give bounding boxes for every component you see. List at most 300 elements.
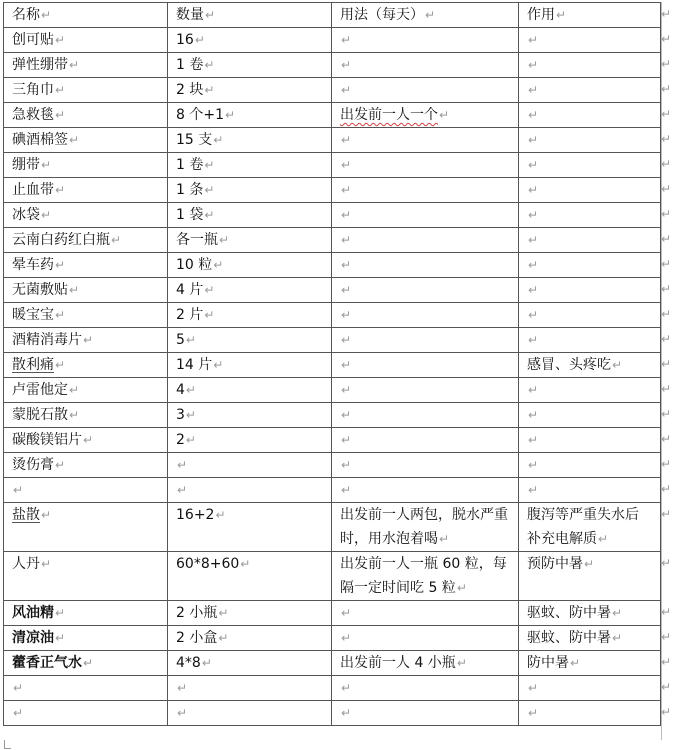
name-cell[interactable] (4, 203, 168, 228)
name-cell[interactable] (4, 303, 168, 328)
paragraph-mark-icon: ↵ (528, 233, 539, 247)
paragraph-mark-icon: ↵ (185, 408, 196, 422)
paragraph-mark-icon: ↵ (528, 706, 539, 720)
paragraph-mark-icon: ↵ (204, 158, 215, 172)
paragraph-mark-icon: ↵ (69, 283, 80, 297)
name-cell[interactable] (4, 178, 168, 203)
name-cell[interactable] (4, 478, 168, 503)
effect-cell[interactable] (519, 78, 661, 103)
usage-cell[interactable] (332, 278, 519, 303)
header-cell-text: 数量 (176, 7, 204, 23)
effect-cell[interactable] (519, 253, 661, 278)
effect-cell[interactable] (519, 303, 661, 328)
paragraph-mark-icon: ↵ (204, 283, 215, 297)
table-row (4, 601, 661, 626)
quantity-cell-text: 4 片 (176, 282, 204, 298)
name-cell[interactable] (4, 651, 168, 676)
name-cell-text: 云南白药红白瓶 (12, 232, 110, 248)
usage-cell[interactable] (332, 403, 519, 428)
quantity-cell-text: 1 卷 (176, 157, 204, 173)
table-row (4, 28, 661, 53)
quantity-cell[interactable] (168, 552, 332, 601)
paragraph-mark-icon: ↵ (528, 283, 539, 297)
name-cell-text: 暖宝宝 (12, 307, 54, 323)
quantity-cell[interactable] (168, 626, 332, 651)
name-cell[interactable] (4, 328, 168, 353)
paragraph-mark-icon: ↵ (425, 8, 436, 22)
name-cell[interactable] (4, 626, 168, 651)
paragraph-mark-icon: ↵ (341, 58, 352, 72)
paragraph-mark-icon: ↵ (528, 383, 539, 397)
name-cell-text: 碳酸镁铝片 (12, 432, 82, 448)
quantity-cell[interactable] (168, 601, 332, 626)
paragraph-mark-icon: ↵ (341, 133, 352, 147)
paragraph-mark-icon: ↵ (41, 508, 52, 522)
usage-cell[interactable] (332, 128, 519, 153)
row-end-mark-icon: ↵ (661, 82, 672, 96)
usage-cell[interactable] (332, 453, 519, 478)
quantity-cell-text: 60*8+60 (176, 556, 240, 572)
quantity-cell[interactable] (168, 503, 332, 552)
row-end-mark-icon: ↵ (661, 32, 672, 46)
row-end-mark-icon: ↵ (661, 257, 672, 271)
row-end-mark-icon: ↵ (661, 157, 672, 171)
name-cell-text: 卢雷他定 (12, 382, 68, 398)
table-row (4, 103, 661, 128)
quantity-cell-text: 4 (176, 382, 185, 398)
paragraph-mark-icon: ↵ (41, 208, 52, 222)
name-cell[interactable] (4, 353, 168, 378)
effect-cell-text: 防中暑 (527, 655, 569, 671)
usage-cell[interactable] (332, 178, 519, 203)
paragraph-mark-icon: ↵ (341, 681, 352, 695)
usage-cell[interactable] (332, 478, 519, 503)
effect-cell[interactable] (519, 128, 661, 153)
paragraph-mark-icon: ↵ (41, 158, 52, 172)
effect-cell[interactable] (519, 403, 661, 428)
name-cell-text: 风油精 (12, 605, 54, 621)
name-cell[interactable] (4, 228, 168, 253)
effect-cell[interactable] (519, 353, 661, 378)
paragraph-mark-icon: ↵ (341, 83, 352, 97)
effect-cell[interactable] (519, 278, 661, 303)
name-cell[interactable] (4, 453, 168, 478)
name-cell[interactable] (4, 403, 168, 428)
usage-cell[interactable] (332, 626, 519, 651)
table-row (4, 403, 661, 428)
quantity-cell-text: 1 卷 (176, 57, 204, 73)
table-row (4, 651, 661, 676)
paragraph-mark-icon: ↵ (341, 483, 352, 497)
paragraph-mark-icon: ↵ (598, 532, 609, 546)
quantity-cell-text: 10 粒 (176, 257, 213, 273)
name-cell-text: 蒙脱石散 (12, 407, 68, 423)
quantity-cell-text: 16 (176, 32, 194, 48)
table-row (4, 128, 661, 153)
name-cell[interactable] (4, 103, 168, 128)
paragraph-mark-icon: ↵ (528, 681, 539, 695)
paragraph-mark-icon: ↵ (201, 656, 212, 670)
paragraph-mark-icon: ↵ (225, 108, 236, 122)
usage-cell[interactable] (332, 203, 519, 228)
name-cell[interactable] (4, 552, 168, 601)
name-cell-text: 晕车药 (12, 257, 54, 273)
name-cell[interactable] (4, 503, 168, 552)
paragraph-mark-icon: ↵ (204, 58, 215, 72)
row-end-mark-icon: ↵ (661, 232, 672, 246)
paragraph-mark-icon: ↵ (69, 133, 80, 147)
paragraph-mark-icon: ↵ (341, 183, 352, 197)
usage-cell[interactable] (332, 503, 519, 552)
paragraph-mark-icon: ↵ (528, 433, 539, 447)
paragraph-mark-icon: ↵ (55, 183, 66, 197)
paragraph-mark-icon: ↵ (219, 233, 230, 247)
paragraph-mark-icon: ↵ (83, 333, 94, 347)
quantity-cell[interactable] (168, 128, 332, 153)
paragraph-mark-icon: ↵ (13, 681, 24, 695)
paragraph-mark-icon: ↵ (341, 158, 352, 172)
paragraph-mark-icon: ↵ (177, 458, 188, 472)
paragraph-mark-icon: ↵ (439, 108, 450, 122)
quantity-cell-text: 5 (176, 332, 185, 348)
quantity-cell[interactable] (168, 453, 332, 478)
table-row (4, 153, 661, 178)
table-row (4, 78, 661, 103)
name-cell[interactable] (4, 28, 168, 53)
table-row (4, 303, 661, 328)
paragraph-mark-icon: ↵ (528, 408, 539, 422)
usage-cell[interactable] (332, 28, 519, 53)
effect-cell[interactable] (519, 453, 661, 478)
usage-cell[interactable] (332, 552, 519, 601)
name-cell-text: 烫伤膏 (12, 457, 54, 473)
effect-cell[interactable] (519, 676, 661, 701)
row-end-mark-icon: ↵ (661, 7, 672, 21)
name-cell-text: 清凉油 (12, 630, 54, 646)
table-row (4, 428, 661, 453)
paragraph-mark-icon: ↵ (528, 133, 539, 147)
usage-cell[interactable] (332, 676, 519, 701)
paragraph-mark-icon: ↵ (41, 8, 52, 22)
usage-cell[interactable] (332, 153, 519, 178)
quantity-cell[interactable] (168, 378, 332, 403)
effect-cell[interactable] (519, 178, 661, 203)
paragraph-mark-icon: ↵ (528, 258, 539, 272)
usage-cell[interactable] (332, 601, 519, 626)
quantity-cell[interactable] (168, 353, 332, 378)
header-cell[interactable] (332, 3, 519, 28)
name-cell-text: 创可贴 (12, 32, 54, 48)
effect-cell[interactable] (519, 428, 661, 453)
table-row (4, 278, 661, 303)
name-cell-text: 酒精消毒片 (12, 332, 82, 348)
quantity-cell-text: 2 小盒 (176, 630, 218, 646)
paragraph-mark-icon: ↵ (341, 308, 352, 322)
effect-cell-text: 感冒、头疼吃 (527, 357, 611, 373)
name-cell-text: 止血带 (12, 182, 54, 198)
row-end-mark-icon: ↵ (661, 382, 672, 396)
paragraph-mark-icon: ↵ (185, 383, 196, 397)
name-cell[interactable] (4, 428, 168, 453)
name-cell[interactable] (4, 253, 168, 278)
paragraph-mark-icon: ↵ (13, 483, 24, 497)
quantity-cell[interactable] (168, 278, 332, 303)
effect-cell[interactable] (519, 103, 661, 128)
quantity-cell[interactable] (168, 303, 332, 328)
paragraph-mark-icon: ↵ (341, 233, 352, 247)
paragraph-mark-icon: ↵ (528, 483, 539, 497)
paragraph-mark-icon: ↵ (205, 8, 216, 22)
row-end-mark-icon: ↵ (661, 332, 672, 346)
paragraph-mark-icon: ↵ (528, 183, 539, 197)
effect-cell[interactable] (519, 378, 661, 403)
usage-cell-text: 出发前一人 4 小瓶 (340, 655, 456, 671)
paragraph-mark-icon: ↵ (341, 706, 352, 720)
row-end-mark-icon: ↵ (661, 605, 672, 619)
usage-cell[interactable] (332, 78, 519, 103)
name-cell-text: 三角巾 (12, 82, 54, 98)
row-end-mark-icon: ↵ (661, 407, 672, 421)
quantity-cell-text: 3 (176, 407, 185, 423)
paragraph-mark-icon: ↵ (528, 108, 539, 122)
paragraph-mark-icon: ↵ (69, 58, 80, 72)
name-cell[interactable] (4, 153, 168, 178)
name-cell-text: 碘酒棉签 (12, 132, 68, 148)
table-row (4, 676, 661, 701)
header-cell[interactable] (168, 3, 332, 28)
table-row (4, 353, 661, 378)
quantity-cell-text: 2 块 (176, 82, 204, 98)
quantity-cell[interactable] (168, 178, 332, 203)
quantity-cell-text: 15 支 (176, 132, 213, 148)
name-cell[interactable] (4, 378, 168, 403)
quantity-cell[interactable] (168, 28, 332, 53)
quantity-cell[interactable] (168, 701, 332, 726)
effect-cell[interactable] (519, 153, 661, 178)
effect-cell[interactable] (519, 228, 661, 253)
header-cell[interactable] (519, 3, 661, 28)
paragraph-mark-icon: ↵ (528, 83, 539, 97)
paragraph-mark-icon: ↵ (556, 8, 567, 22)
paragraph-mark-icon: ↵ (456, 581, 467, 595)
quantity-cell[interactable] (168, 651, 332, 676)
paragraph-mark-icon: ↵ (612, 358, 623, 372)
name-cell-text: 藿香正气水 (12, 655, 82, 671)
table-row (4, 203, 661, 228)
paragraph-mark-icon: ↵ (612, 606, 623, 620)
quantity-cell[interactable] (168, 253, 332, 278)
row-end-mark-icon: ↵ (661, 57, 672, 71)
paragraph-mark-icon: ↵ (240, 557, 251, 571)
row-end-mark-icon: ↵ (661, 107, 672, 121)
paragraph-mark-icon: ↵ (528, 58, 539, 72)
name-cell[interactable] (4, 676, 168, 701)
effect-cell[interactable] (519, 328, 661, 353)
effect-cell[interactable] (519, 503, 661, 552)
effect-cell[interactable] (519, 53, 661, 78)
paragraph-mark-icon: ↵ (69, 408, 80, 422)
paragraph-mark-icon: ↵ (612, 631, 623, 645)
paragraph-mark-icon: ↵ (528, 158, 539, 172)
paragraph-mark-icon: ↵ (177, 681, 188, 695)
paragraph-mark-icon: ↵ (341, 458, 352, 472)
effect-cell[interactable] (519, 626, 661, 651)
effect-cell[interactable] (519, 552, 661, 601)
name-cell[interactable] (4, 128, 168, 153)
paragraph-mark-icon: ↵ (83, 656, 94, 670)
row-end-mark-icon: ↵ (661, 207, 672, 221)
table-row (4, 626, 661, 651)
paragraph-mark-icon: ↵ (55, 458, 66, 472)
paragraph-mark-icon: ↵ (55, 308, 66, 322)
effect-cell[interactable] (519, 601, 661, 626)
effect-cell[interactable] (519, 478, 661, 503)
paragraph-mark-icon: ↵ (83, 433, 94, 447)
paragraph-mark-icon: ↵ (341, 208, 352, 222)
row-end-mark-icon: ↵ (661, 132, 672, 146)
usage-cell[interactable] (332, 701, 519, 726)
paragraph-mark-icon: ↵ (528, 308, 539, 322)
paragraph-mark-icon: ↵ (55, 108, 66, 122)
usage-cell[interactable] (332, 228, 519, 253)
name-cell-text: 绷带 (12, 157, 40, 173)
paragraph-mark-icon: ↵ (218, 631, 229, 645)
effect-cell-text: 驱蚊、防中暑 (527, 630, 611, 646)
quantity-cell[interactable] (168, 53, 332, 78)
row-end-mark-icon: ↵ (661, 482, 672, 496)
paragraph-mark-icon: ↵ (218, 606, 229, 620)
paragraph-mark-icon: ↵ (213, 258, 224, 272)
medicine-table (3, 2, 661, 726)
quantity-cell-text: 2 小瓶 (176, 605, 218, 621)
paragraph-mark-icon: ↵ (341, 333, 352, 347)
table-row (4, 478, 661, 503)
row-end-mark-icon: ↵ (661, 705, 672, 719)
paragraph-mark-icon: ↵ (528, 33, 539, 47)
paragraph-mark-icon: ↵ (341, 408, 352, 422)
paragraph-mark-icon: ↵ (213, 358, 224, 372)
table-row (4, 701, 661, 726)
name-cell[interactable] (4, 78, 168, 103)
row-end-mark-icon: ↵ (661, 357, 672, 371)
paragraph-mark-icon: ↵ (528, 458, 539, 472)
paragraph-mark-icon: ↵ (55, 631, 66, 645)
name-cell-text: 散利痛 (12, 357, 54, 373)
paragraph-mark-icon: ↵ (55, 33, 66, 47)
paragraph-mark-icon: ↵ (341, 631, 352, 645)
paragraph-mark-icon: ↵ (528, 333, 539, 347)
paragraph-mark-icon: ↵ (456, 656, 467, 670)
quantity-cell-text: 8 个+1 (176, 107, 224, 123)
usage-cell[interactable] (332, 53, 519, 78)
paragraph-mark-icon: ↵ (341, 358, 352, 372)
quantity-cell[interactable] (168, 403, 332, 428)
paragraph-mark-icon: ↵ (570, 656, 581, 670)
paragraph-mark-icon: ↵ (204, 208, 215, 222)
quantity-cell-text: 14 片 (176, 357, 213, 373)
effect-cell[interactable] (519, 651, 661, 676)
paragraph-mark-icon: ↵ (55, 258, 66, 272)
paragraph-mark-icon: ↵ (341, 383, 352, 397)
name-cell-text: 无菌敷贴 (12, 282, 68, 298)
usage-cell[interactable] (332, 328, 519, 353)
quantity-cell[interactable] (168, 153, 332, 178)
effect-cell[interactable] (519, 701, 661, 726)
name-cell[interactable] (4, 278, 168, 303)
name-cell-text: 急救毯 (12, 107, 54, 123)
paragraph-mark-icon: ↵ (213, 133, 224, 147)
row-end-mark-icon: ↵ (661, 507, 672, 521)
quantity-cell[interactable] (168, 228, 332, 253)
quantity-cell[interactable] (168, 478, 332, 503)
paragraph-mark-icon: ↵ (204, 308, 215, 322)
table-row (4, 378, 661, 403)
paragraph-mark-icon: ↵ (341, 33, 352, 47)
table-row (4, 53, 661, 78)
paragraph-mark-icon: ↵ (185, 333, 196, 347)
quantity-cell-text: 1 条 (176, 182, 204, 198)
effect-cell[interactable] (519, 28, 661, 53)
name-cell[interactable] (4, 53, 168, 78)
usage-cell[interactable] (332, 651, 519, 676)
name-cell[interactable] (4, 701, 168, 726)
paragraph-mark-icon: ↵ (111, 233, 122, 247)
paragraph-mark-icon: ↵ (341, 283, 352, 297)
effect-cell-text: 驱蚊、防中暑 (527, 605, 611, 621)
usage-cell[interactable] (332, 378, 519, 403)
row-end-mark-icon: ↵ (661, 680, 672, 694)
table-row (4, 228, 661, 253)
quantity-cell[interactable] (168, 78, 332, 103)
quantity-cell[interactable] (168, 676, 332, 701)
header-cell-text: 名称 (12, 7, 40, 23)
usage-cell[interactable] (332, 428, 519, 453)
paragraph-mark-icon: ↵ (41, 557, 52, 571)
name-cell[interactable] (4, 601, 168, 626)
header-row (4, 3, 661, 28)
effect-cell[interactable] (519, 203, 661, 228)
paragraph-mark-icon: ↵ (177, 706, 188, 720)
quantity-cell-text: 2 片 (176, 307, 204, 323)
row-end-mark-icon: ↵ (661, 182, 672, 196)
quantity-cell[interactable] (168, 103, 332, 128)
quantity-cell[interactable] (168, 203, 332, 228)
quantity-cell[interactable] (168, 428, 332, 453)
paragraph-mark-icon: ↵ (13, 706, 24, 720)
header-cell-text: 作用 (527, 7, 555, 23)
quantity-cell[interactable] (168, 328, 332, 353)
quantity-cell-text: 1 袋 (176, 207, 204, 223)
usage-cell[interactable] (332, 103, 519, 128)
name-cell-text: 人丹 (12, 556, 40, 572)
row-end-mark-icon: ↵ (661, 282, 672, 296)
paragraph-end-marker (4, 740, 11, 749)
usage-cell[interactable] (332, 353, 519, 378)
name-cell-text: 弹性绷带 (12, 57, 68, 73)
paragraph-mark-icon: ↵ (341, 606, 352, 620)
usage-cell-text: 出发前一人一瓶 60 粒，每隔一定时间吃 5 粒 (340, 556, 507, 596)
paragraph-mark-icon: ↵ (194, 33, 205, 47)
row-end-mark-icon: ↵ (661, 655, 672, 669)
paragraph-mark-icon: ↵ (177, 483, 188, 497)
usage-cell[interactable] (332, 303, 519, 328)
table-row (4, 328, 661, 353)
row-end-mark-icon: ↵ (661, 432, 672, 446)
usage-cell[interactable] (332, 253, 519, 278)
quantity-cell-text: 2 (176, 432, 185, 448)
paragraph-mark-icon: ↵ (55, 83, 66, 97)
header-cell[interactable] (4, 3, 168, 28)
